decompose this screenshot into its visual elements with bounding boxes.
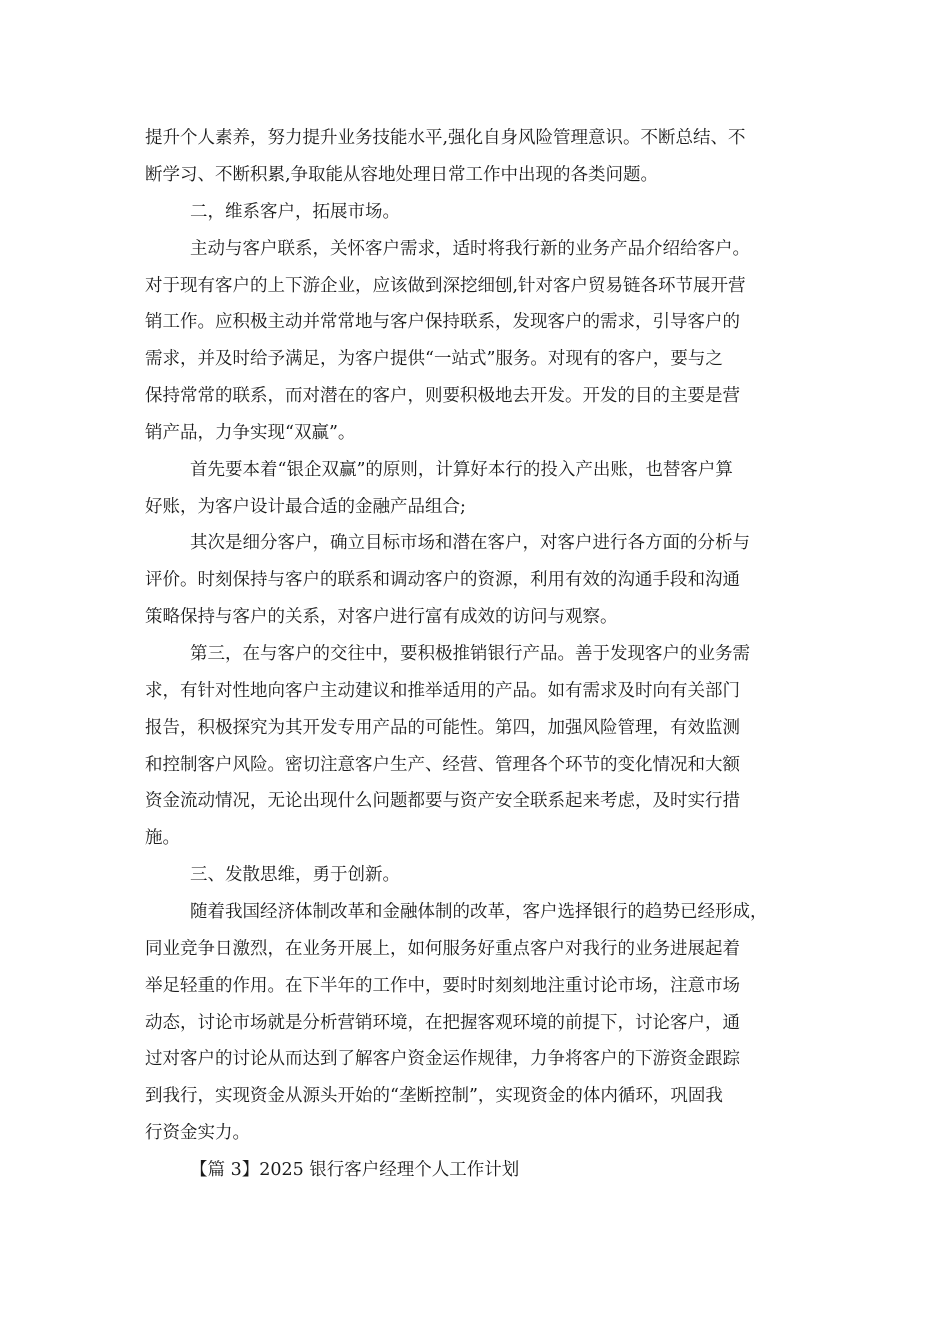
text-line: 其次是细分客户，确立目标市场和潜在客户，对客户进行各方面的分析与 — [190, 533, 750, 553]
text-line: 销工作。应积极主动并常常地与客户保持联系，发现客户的需求，引导客户的 — [145, 312, 740, 332]
text-line: 好账，为客户设计最合适的金融产品组合; — [145, 497, 466, 517]
text-line: 提升个人素养，努力提升业务技能水平,强化自身风险管理意识。不断总结、不 — [145, 128, 746, 148]
text-line: 首先要本着“银企双赢”的原则，计算好本行的投入产出账，也替客户算 — [190, 460, 733, 480]
text-line: 策略保持与客户的关系，对客户进行富有成效的访问与观察。 — [145, 607, 618, 627]
text-line: 资金流动情况，无论出现什么问题都要与资产安全联系起来考虑，及时实行措 — [145, 791, 740, 811]
text-line: 保持常常的联系，而对潜在的客户，则要积极地去开发。开发的目的主要是营 — [145, 386, 740, 406]
text-line: 行资金实力。 — [145, 1123, 250, 1143]
text-line: 施。 — [145, 828, 180, 848]
text-line: 销产品，力争实现“双赢”。 — [145, 423, 356, 443]
text-line: 到我行，实现资金从源头开始的“垄断控制”，实现资金的体内循环，巩固我 — [145, 1086, 723, 1106]
text-line: 需求，并及时给予满足，为客户提供“一站式”服务。对现有的客户，要与之 — [145, 349, 723, 369]
article-heading: 【篇 3】2025 银行客户经理个人工作计划 — [190, 1160, 520, 1180]
text-line: 求，有针对性地向客户主动建议和推举适用的产品。如有需求及时向有关部门 — [145, 681, 740, 701]
text-line: 和控制客户风险。密切注意客户生产、经营、管理各个环节的变化情况和大额 — [145, 755, 740, 775]
text-line: 主动与客户联系，关怀客户需求，适时将我行新的业务产品介绍给客户。 — [190, 239, 750, 259]
text-line: 报告，积极探究为其开发专用产品的可能性。第四，加强风险管理，有效监测 — [145, 718, 740, 738]
text-line: 对于现有客户的上下游企业，应该做到深挖细刨,针对客户贸易链各环节展开营 — [145, 276, 746, 296]
text-line: 同业竞争日激烈，在业务开展上，如何服务好重点客户对我行的业务进展起着 — [145, 939, 740, 959]
text-line: 随着我国经济体制改革和金融体制的改革，客户选择银行的趋势已经形成， — [190, 902, 768, 922]
text-line: 断学习、不断积累,争取能从容地处理日常工作中出现的各类问题。 — [145, 165, 659, 185]
text-line: 评价。时刻保持与客户的联系和调动客户的资源，利用有效的沟通手段和沟通 — [145, 570, 740, 590]
text-line: 第三，在与客户的交往中，要积极推销银行产品。善于发现客户的业务需 — [190, 644, 750, 664]
text-line: 动态，讨论市场就是分析营销环境，在把握客观环境的前提下，讨论客户，通 — [145, 1013, 740, 1033]
section-heading: 二，维系客户，拓展市场。 — [190, 202, 400, 222]
text-line: 举足轻重的作用。在下半年的工作中，要时时刻刻地注重讨论市场，注意市场 — [145, 976, 740, 996]
text-line: 过对客户的讨论从而达到了解客户资金运作规律，力争将客户的下游资金跟踪 — [145, 1049, 740, 1069]
section-heading: 三、发散思维，勇于创新。 — [190, 865, 400, 885]
